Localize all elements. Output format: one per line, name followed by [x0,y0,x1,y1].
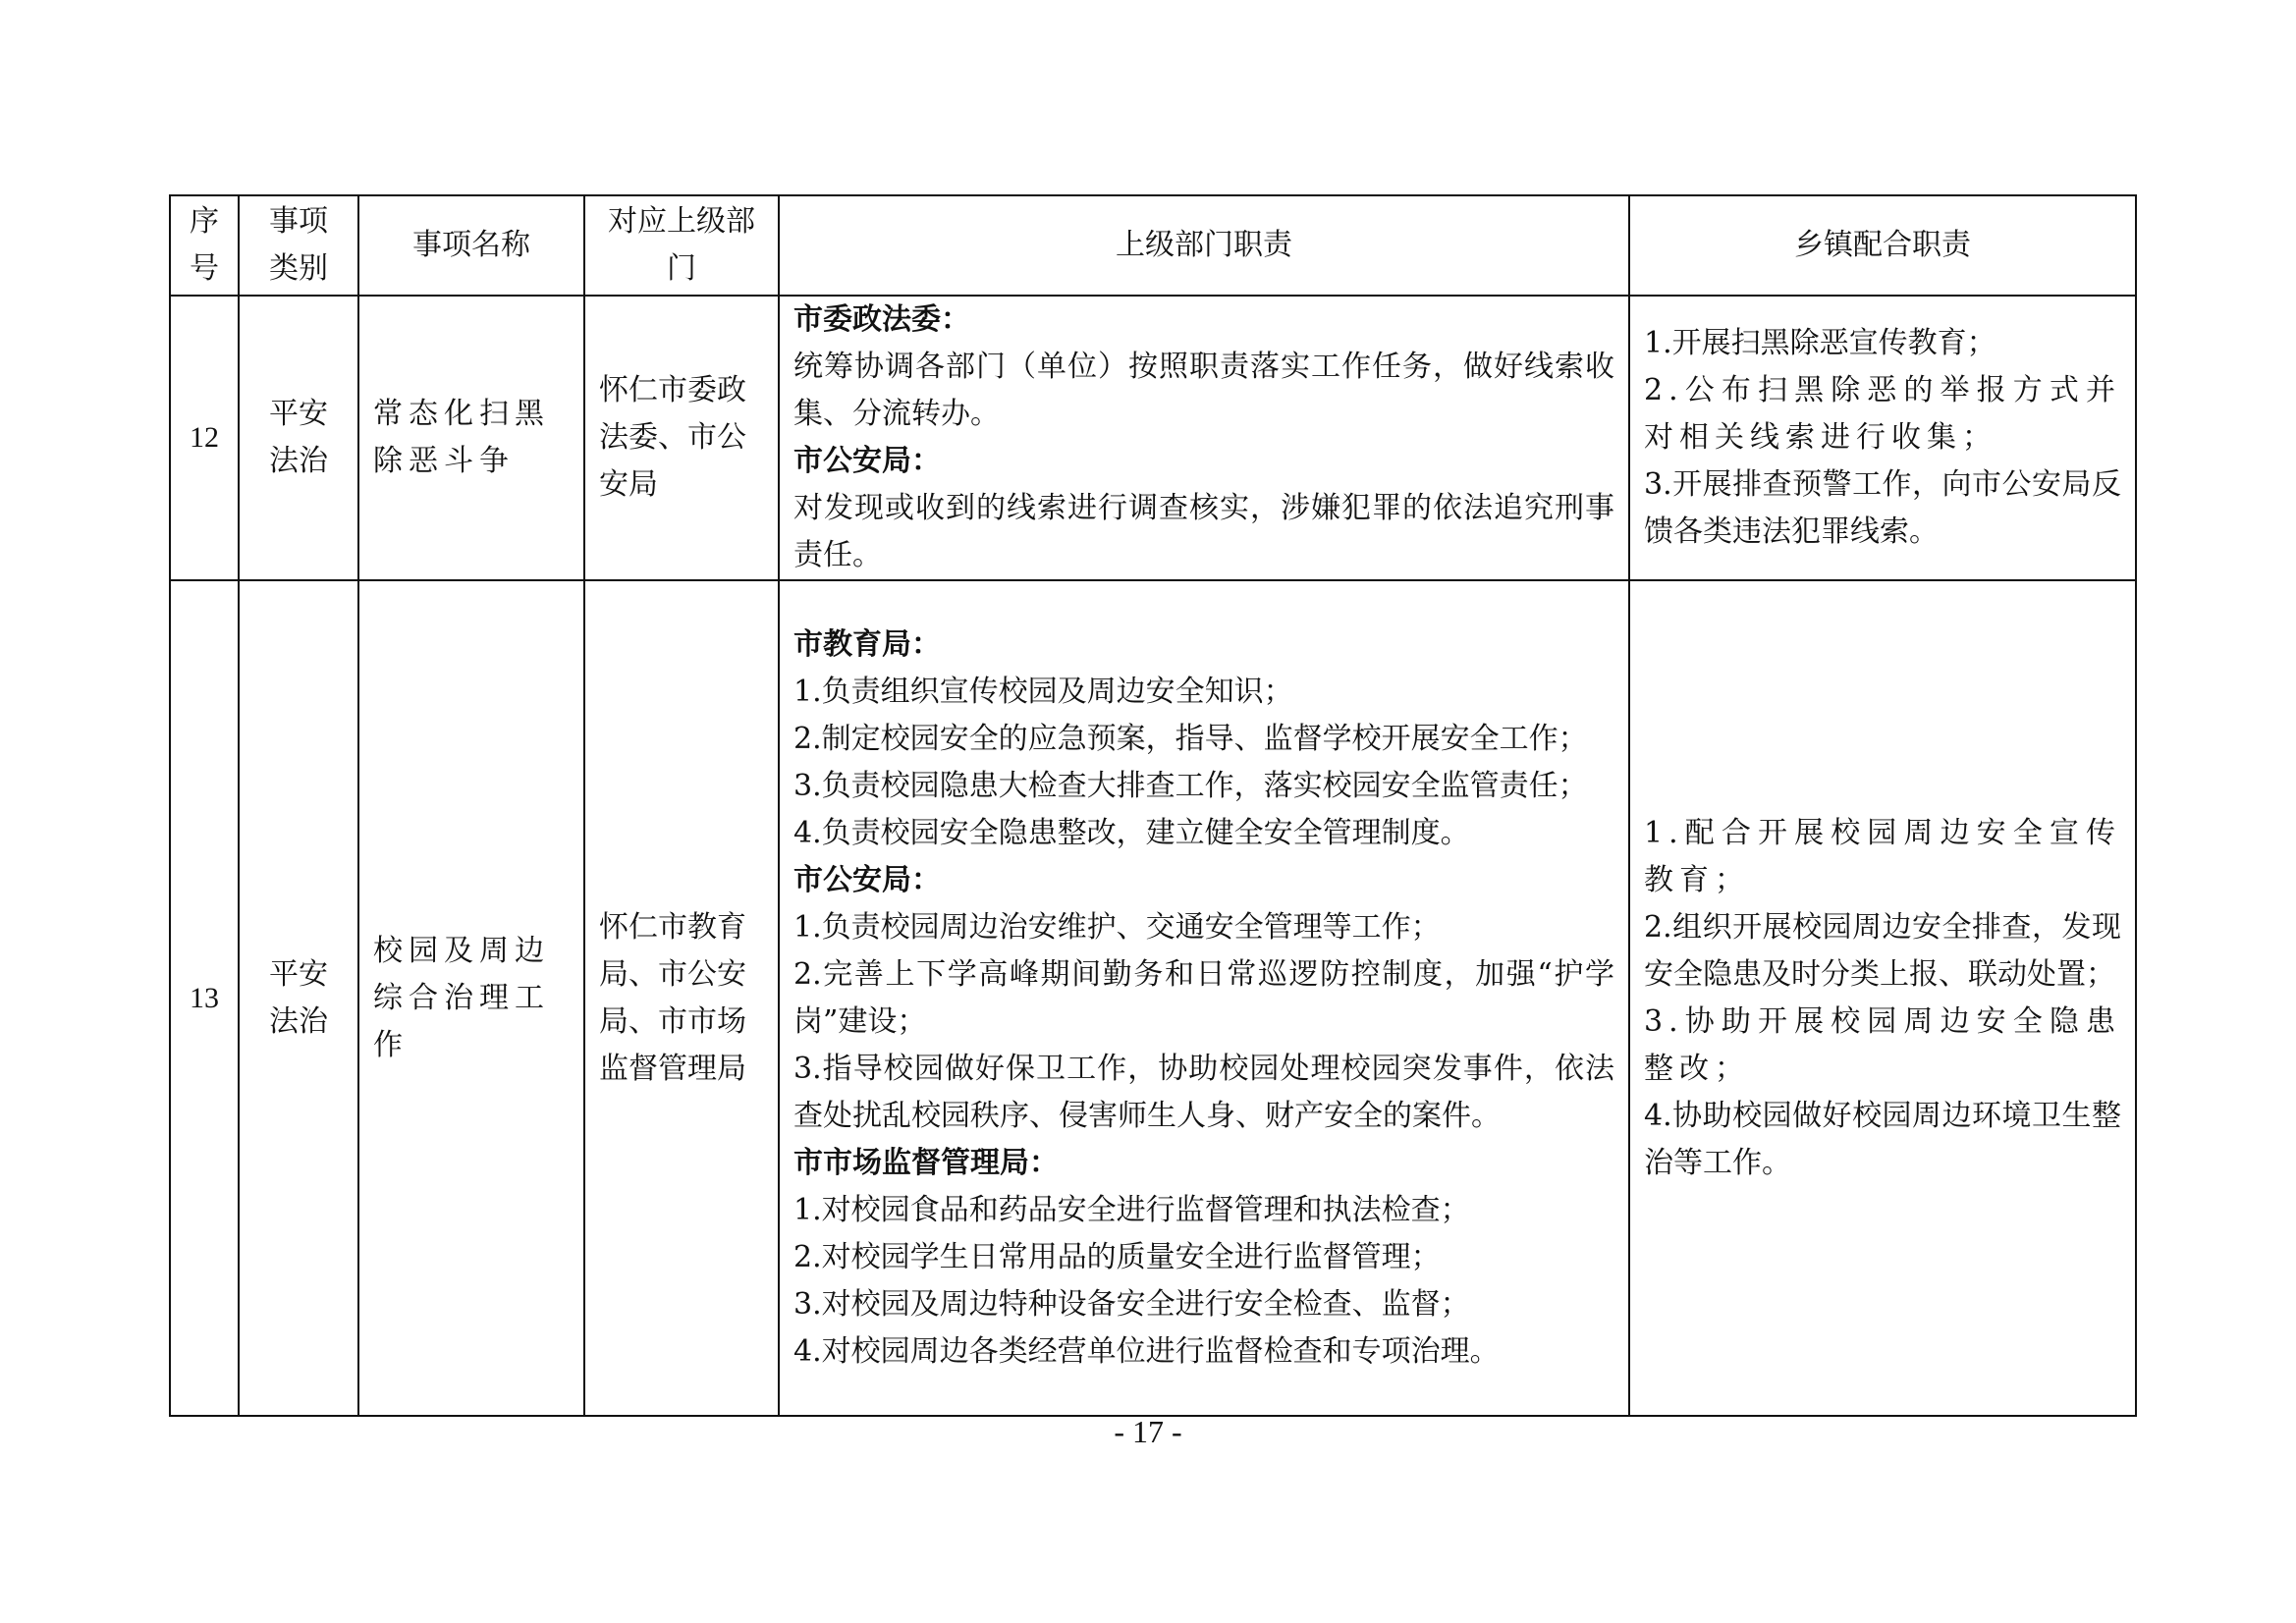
dept-label: 市委政法委： [793,302,970,337]
town-duty-item: 3.协助开展校园周边安全隐患整改； [1644,1003,2121,1086]
header-seq: 序号 [170,195,239,296]
row-upper-duty [779,580,1629,1416]
duty-item: 2.完善上下学高峰期间勤务和日常巡逻防控制度，加强“护学岗”建设； [793,956,1614,1039]
town-duty-item: 1.开展扫黑除恶宣传教育； [1644,326,1996,360]
table-row [170,296,2136,580]
duty-item: 2.对校园学生日常用品的质量安全进行监督管理； [793,1239,1441,1274]
duty-item: 3.指导校园做好保卫工作，协助校园处理校园突发事件，依法查处扰乱校园秩序、侵害师生人身、财产安全的案件。 [793,1051,1614,1133]
town-duty-item: 2.组织开展校园周边安全排查，发现安全隐患及时分类上报、联动处置； [1644,909,2121,992]
header-upper-dept: 对应上级部门 [584,195,779,296]
row-category: 平安法治 [239,580,358,1416]
page-number: - 17 - [1114,1414,1182,1449]
header-upper-duty: 上级部门职责 [779,195,1629,296]
table-row [170,580,2136,1416]
row-name: 常态化扫黑除恶斗争 [358,296,584,580]
row-upper-duty [779,296,1629,580]
town-duty-item: 4.协助校园做好校园周边环境卫生整治等工作。 [1644,1098,2121,1180]
duty-item: 1.负责校园周边治安维护、交通安全管理等工作； [793,909,1441,945]
responsibility-table [169,194,2137,1417]
duty-item: 4.负责校园安全隐患整改，建立健全安全管理制度。 [793,815,1470,850]
dept-label: 市市场监督管理局： [793,1145,1059,1180]
header-name: 事项名称 [358,195,584,296]
header-category: 事项类别 [239,195,358,296]
row-seq: 13 [170,580,239,1416]
duty-item: 3.负责校园隐患大检查大排查工作，落实校园安全监管责任； [793,768,1588,803]
row-category: 平安法治 [239,296,358,580]
dept-label: 市公安局： [793,862,941,897]
town-duty-item: 1.配合开展校园周边安全宣传教育； [1644,815,2121,897]
duty-item: 3.对校园及周边特种设备安全进行安全检查、监督； [793,1286,1470,1322]
dept-label: 市教育局： [793,626,941,662]
town-duty-item: 2.公布扫黑除恶的举报方式并对相关线索进行收集； [1644,373,2121,455]
row-town-duty [1629,580,2136,1416]
duty-item: 1.负责组织宣传校园及周边安全知识； [793,674,1293,709]
duty-item: 1.对校园食品和药品安全进行监督管理和执法检查； [793,1192,1470,1227]
duty-item: 统筹协调各部门（单位）按照职责落实工作任务，做好线索收集、分流转办。 [793,350,1614,431]
duty-item: 4.对校园周边各类经营单位进行监督检查和专项治理。 [793,1333,1500,1369]
row-upper-dept: 怀仁市教育局、市公安局、市市场监督管理局 [584,580,779,1416]
duty-item: 对发现或收到的线索进行调查核实，涉嫌犯罪的依法追究刑事责任。 [793,491,1614,572]
table-header-row [170,195,2136,296]
town-duty-item: 3.开展排查预警工作，向市公安局反馈各类违法犯罪线索。 [1644,467,2121,549]
row-upper-dept: 怀仁市委政法委、市公安局 [584,296,779,580]
row-name: 校园及周边综合治理工作 [358,580,584,1416]
header-town-duty: 乡镇配合职责 [1629,195,2136,296]
duty-item: 2.制定校园安全的应急预案，指导、监督学校开展安全工作； [793,721,1588,756]
dept-label: 市公安局： [793,444,941,478]
row-town-duty [1629,296,2136,580]
row-seq: 12 [170,296,239,580]
